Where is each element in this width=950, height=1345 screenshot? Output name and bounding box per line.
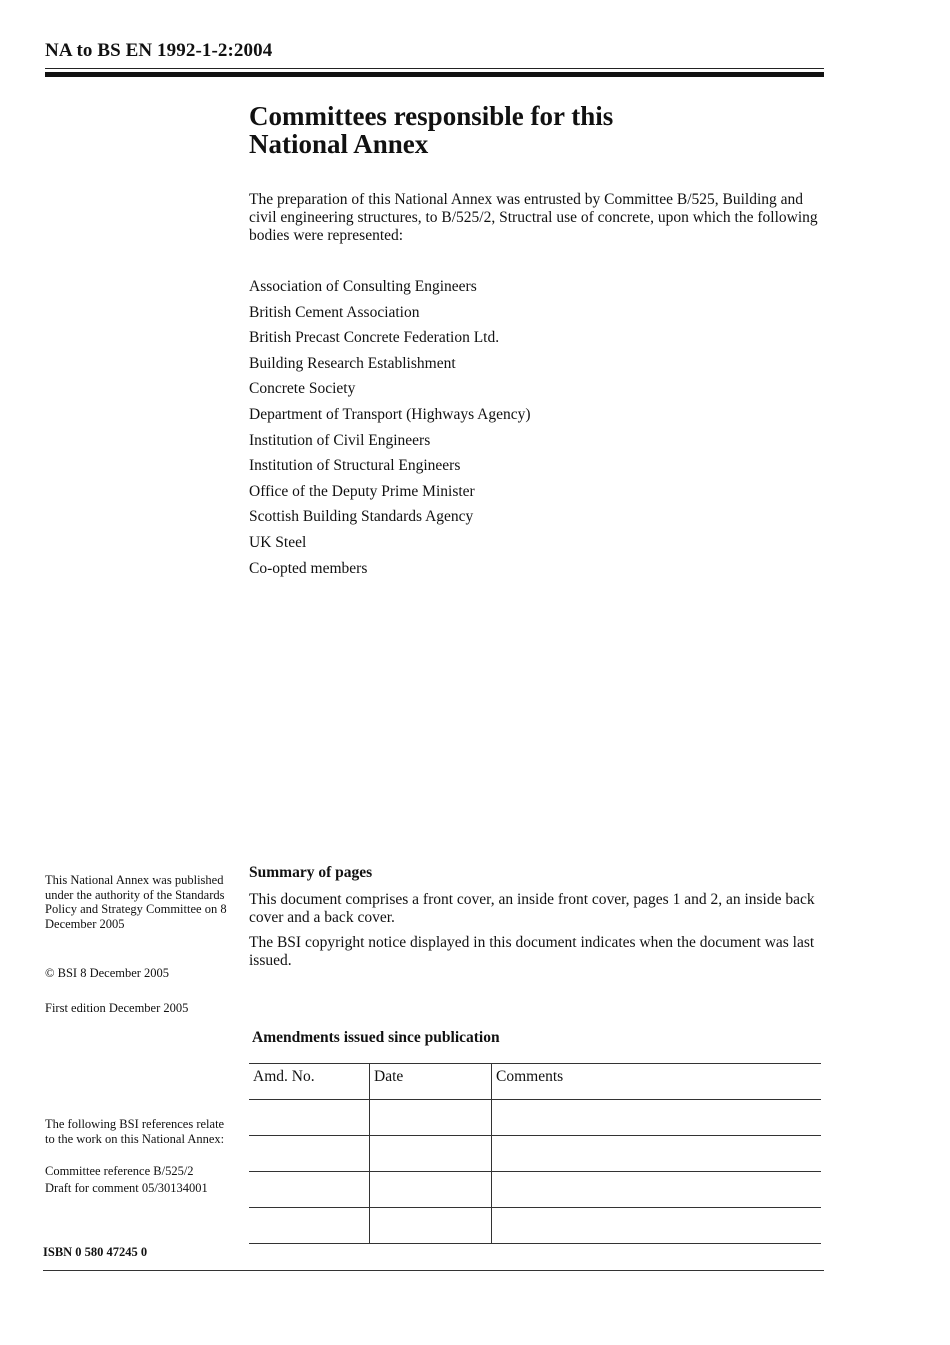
summary-paragraph-1: This document comprises a front cover, an inside front cover, pages 1 and 2, an inside back cover and a back cover. bbox=[249, 891, 815, 926]
summary-heading: Summary of pages bbox=[249, 864, 373, 881]
table-cell bbox=[249, 1172, 370, 1208]
table-cell bbox=[249, 1136, 370, 1172]
represented-bodies-list bbox=[249, 277, 531, 584]
column-header-amd-no: Amd. No. bbox=[249, 1064, 370, 1100]
table-cell bbox=[492, 1208, 822, 1244]
list-item: UK Steel bbox=[249, 533, 307, 551]
table-row bbox=[249, 1172, 821, 1208]
draft-reference: Draft for comment 05/30134001 bbox=[45, 1181, 208, 1195]
list-item: British Cement Association bbox=[249, 303, 420, 321]
list-item: Concrete Society bbox=[249, 380, 356, 398]
table-cell bbox=[492, 1136, 822, 1172]
intro-paragraph: The preparation of this National Annex was entrusted by Committee B/525, Building and civil engineering structures, to B/525/2, Structral use of concrete, upon which the following bodies were represented: bbox=[249, 191, 818, 244]
header-rule-thick bbox=[45, 72, 824, 77]
summary-paragraph-2: The BSI copyright notice displayed in this document indicates when the document was last issued. bbox=[249, 934, 815, 969]
page-title bbox=[249, 102, 809, 158]
copyright-note: © BSI 8 December 2005 bbox=[45, 966, 170, 980]
table-cell bbox=[492, 1100, 822, 1136]
amendments-table bbox=[249, 1063, 821, 1244]
table-header-row bbox=[249, 1064, 821, 1100]
list-item: Co-opted members bbox=[249, 559, 368, 577]
table-cell bbox=[370, 1172, 492, 1208]
list-item: Institution of Structural Engineers bbox=[249, 457, 461, 475]
list-item: British Precast Concrete Federation Ltd. bbox=[249, 329, 500, 347]
table-row bbox=[249, 1100, 821, 1136]
page-title-line1: Committees responsible for this bbox=[249, 101, 614, 131]
table-cell bbox=[370, 1100, 492, 1136]
list-item: Building Research Establishment bbox=[249, 354, 456, 372]
table-row bbox=[249, 1136, 821, 1172]
header-rule-thin bbox=[45, 68, 824, 69]
table-row bbox=[249, 1208, 821, 1244]
publication-note: This National Annex was published under the authority of the Standards Policy and Strategy Committee on 8 December 2005 bbox=[45, 873, 227, 931]
table-cell bbox=[249, 1208, 370, 1244]
page-title-line2: National Annex bbox=[249, 129, 429, 159]
list-item: Scottish Building Standards Agency bbox=[249, 508, 474, 526]
table-cell bbox=[370, 1136, 492, 1172]
list-item: Office of the Deputy Prime Minister bbox=[249, 482, 475, 500]
amendments-heading: Amendments issued since publication bbox=[252, 1029, 500, 1046]
column-header-comments: Comments bbox=[492, 1064, 822, 1100]
edition-note: First edition December 2005 bbox=[45, 1001, 189, 1015]
footer-rule bbox=[43, 1270, 824, 1271]
list-item: Department of Transport (Highways Agency) bbox=[249, 405, 531, 423]
table-cell bbox=[249, 1100, 370, 1136]
table-cell bbox=[492, 1172, 822, 1208]
column-header-date: Date bbox=[370, 1064, 492, 1100]
table-cell bbox=[370, 1208, 492, 1244]
list-item: Institution of Civil Engineers bbox=[249, 431, 431, 449]
list-item: Association of Consulting Engineers bbox=[249, 278, 477, 295]
isbn: ISBN 0 580 47245 0 bbox=[43, 1245, 148, 1259]
bsi-references-intro: The following BSI references relate to the work on this National Annex: bbox=[45, 1117, 225, 1146]
document-id: NA to BS EN 1992-1-2:2004 bbox=[45, 40, 273, 61]
committee-reference: Committee reference B/525/2 bbox=[45, 1164, 194, 1178]
